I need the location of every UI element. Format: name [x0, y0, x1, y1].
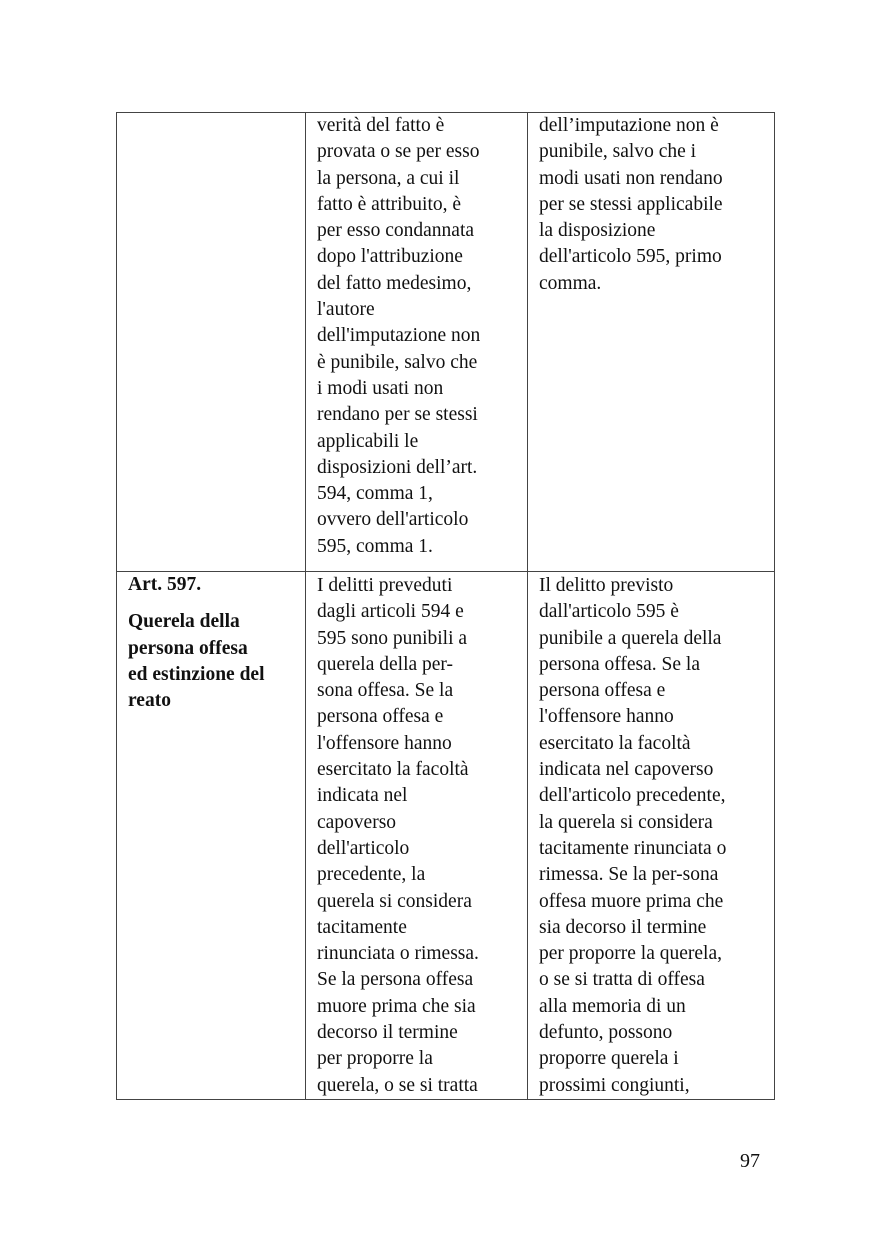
text-line: per se stessi applicabile	[539, 193, 723, 215]
text-line: l'offensore hanno	[539, 706, 674, 728]
article-number: Art. 597.	[128, 574, 202, 595]
text-line: persona offesa. Se la	[539, 653, 700, 675]
text-line: dell'articolo	[317, 837, 410, 859]
text-line: punibile, salvo che i	[539, 141, 697, 163]
text-line: esercitato la facoltà	[539, 732, 691, 754]
old-text	[317, 573, 527, 1099]
text-line: precedente, la	[317, 864, 426, 886]
text-line: sia decorso il termine	[539, 916, 707, 938]
text-line: fatto è attribuito, è	[317, 193, 462, 215]
law-comparison-table	[116, 112, 775, 1100]
text-line: dopo l'attribuzione	[317, 246, 463, 268]
text-line: dell'imputazione non	[317, 325, 481, 347]
text-line: muore prima che sia	[317, 995, 476, 1017]
text-line: proporre querela i	[539, 1048, 679, 1070]
text-line: o se si tratta di offesa	[539, 969, 705, 991]
text-line: i modi usati non	[317, 377, 444, 399]
text-line: persona offesa e	[317, 706, 444, 728]
new-text	[539, 113, 774, 297]
table-row	[117, 113, 775, 572]
text-line: tacitamente rinunciata o	[539, 837, 727, 859]
text-line: la disposizione	[539, 220, 656, 242]
article-cell	[117, 113, 306, 572]
text-line: ed estinzione del	[128, 663, 265, 685]
text-line: persona offesa e	[539, 680, 666, 702]
text-line: dagli articoli 594 e	[317, 601, 464, 623]
text-line: prossimi congiunti,	[539, 1074, 690, 1096]
text-line: Il delitto previsto	[539, 575, 674, 596]
text-line: dell'articolo 595, primo	[539, 246, 722, 268]
text-line: 595 sono punibili a	[317, 627, 468, 649]
new-text-cell	[528, 113, 775, 572]
text-line: per proporre la	[317, 1048, 433, 1070]
text-line: querela della per-	[317, 653, 454, 675]
text-line: disposizioni dell’art.	[317, 456, 478, 478]
text-line: comma.	[539, 272, 602, 294]
text-line: verità del fatto è	[317, 115, 445, 136]
old-text	[317, 113, 527, 560]
text-line: rimessa. Se la per-sona	[539, 864, 719, 886]
text-line: modi usati non rendano	[539, 167, 723, 189]
text-line: 595, comma 1.	[317, 535, 433, 557]
page-number: 97	[740, 1150, 760, 1172]
text-line: reato	[128, 690, 171, 712]
text-line: dell’imputazione non è	[539, 115, 719, 136]
text-line: la querela si considera	[539, 811, 713, 833]
text-line: l'autore	[317, 299, 375, 321]
text-line: esercitato la facoltà	[317, 759, 469, 781]
text-line: persona offesa	[128, 637, 248, 659]
old-text-cell	[306, 113, 528, 572]
text-line: dall'articolo 595 è	[539, 601, 679, 623]
text-line: l'offensore hanno	[317, 732, 452, 754]
table-row	[117, 572, 775, 1100]
text-line: applicabili le	[317, 430, 419, 452]
text-line: indicata nel capoverso	[539, 759, 714, 781]
text-line: provata o se per esso	[317, 141, 480, 163]
text-line: rinunciata o rimessa.	[317, 943, 479, 965]
text-line: per proporre la querela,	[539, 943, 722, 965]
text-line: 594, comma 1,	[317, 483, 433, 505]
text-line: capoverso	[317, 811, 397, 833]
article-cell	[117, 572, 306, 1100]
text-line: la persona, a cui il	[317, 167, 460, 189]
text-line: Se la persona offesa	[317, 969, 474, 991]
text-line: punibile a querela della	[539, 627, 722, 649]
text-line: tacitamente	[317, 916, 407, 938]
text-line: decorso il termine	[317, 1022, 458, 1044]
text-line: del fatto medesimo,	[317, 272, 472, 294]
text-line: dell'articolo precedente,	[539, 785, 726, 807]
text-line: offesa muore prima che	[539, 890, 724, 912]
new-text	[539, 573, 774, 1099]
text-line: I delitti preveduti	[317, 575, 453, 596]
text-line: defunto, possono	[539, 1022, 673, 1044]
text-line: per esso condannata	[317, 220, 475, 242]
text-line: è punibile, salvo che	[317, 351, 478, 373]
article-title	[128, 609, 305, 714]
text-line: ovvero dell'articolo	[317, 509, 469, 531]
text-line: alla memoria di un	[539, 995, 686, 1017]
text-line: querela, o se si tratta	[317, 1074, 478, 1096]
text-line: rendano per se stessi	[317, 404, 478, 426]
new-text-cell	[528, 572, 775, 1100]
text-line: indicata nel	[317, 785, 408, 807]
text-line: sona offesa. Se la	[317, 680, 454, 702]
old-text-cell	[306, 572, 528, 1100]
text-line: querela si considera	[317, 890, 472, 912]
text-line: Querela della	[128, 611, 240, 633]
